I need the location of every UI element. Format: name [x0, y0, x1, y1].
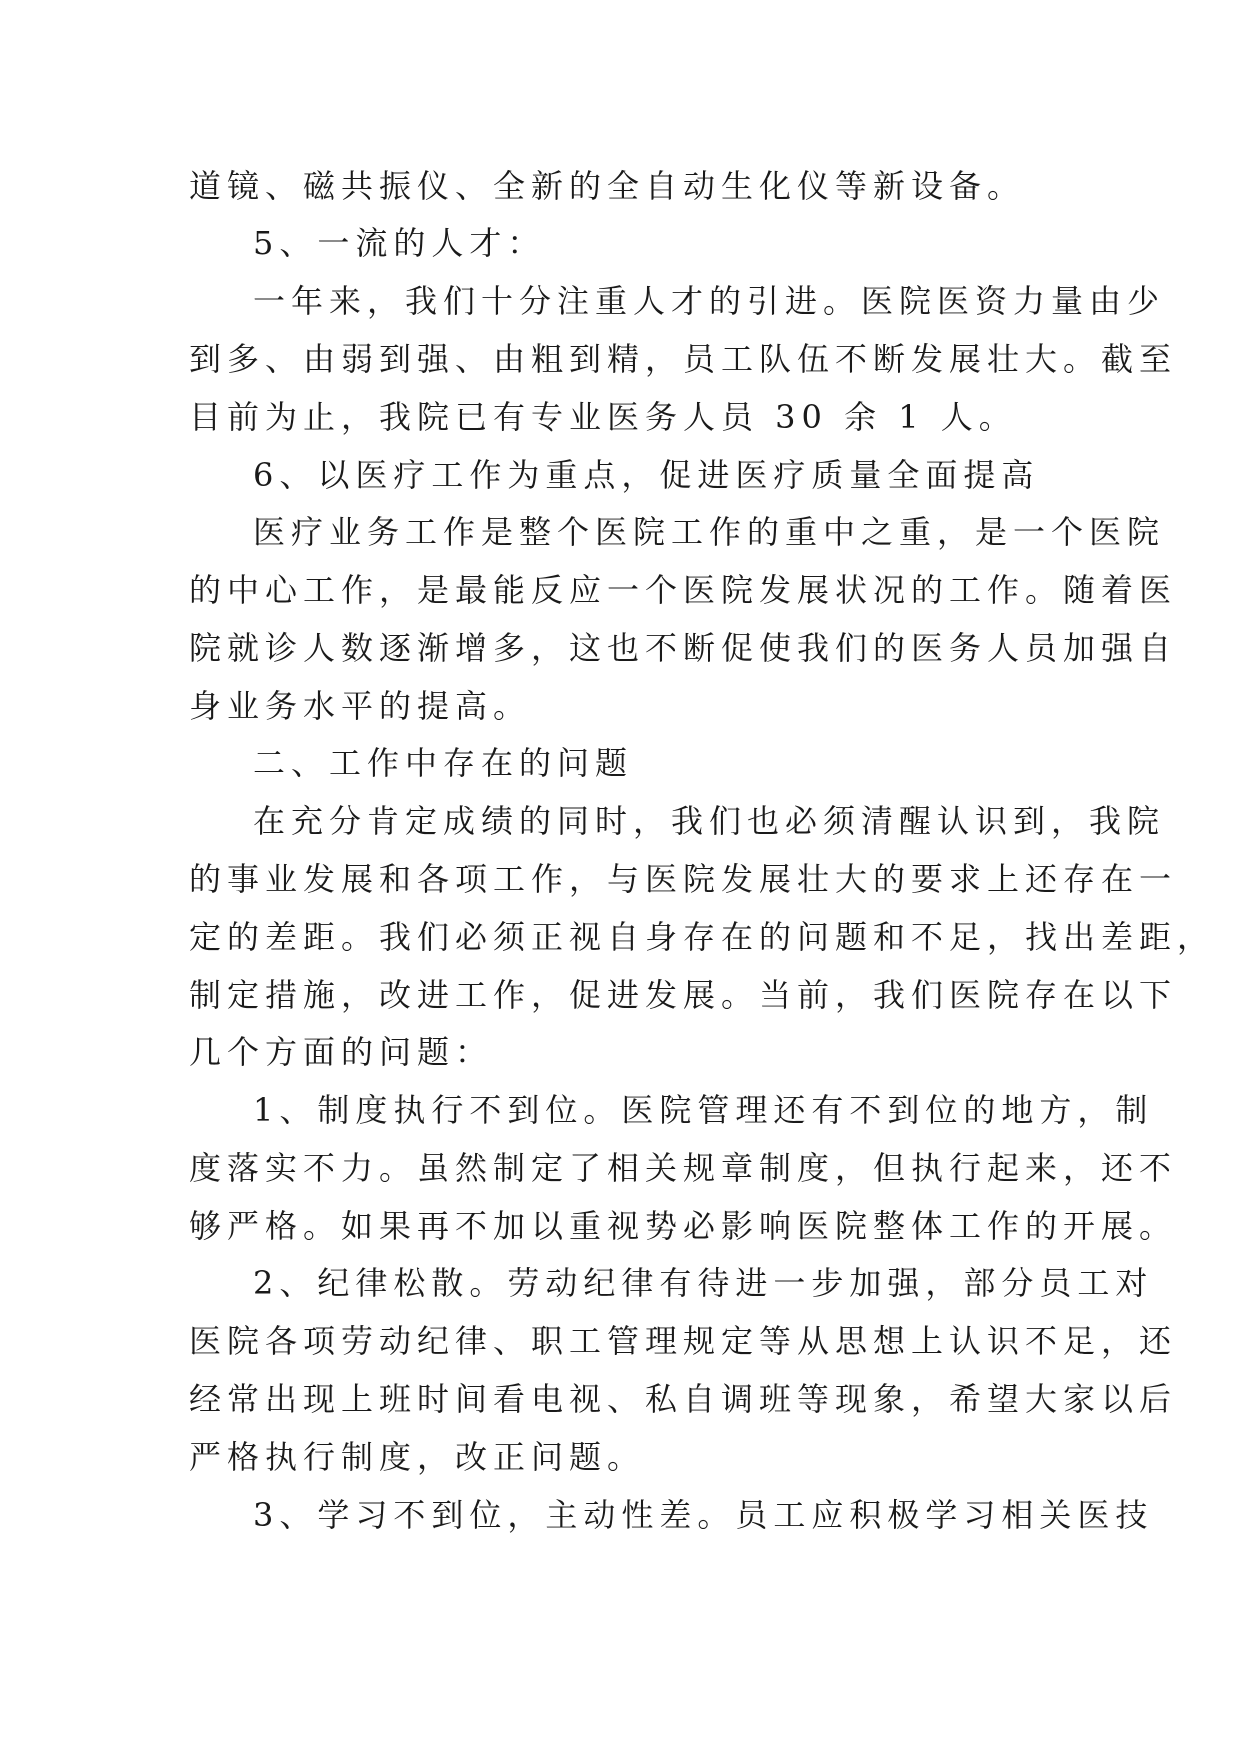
text-line: 够严格。如果再不加以重视势必影响医院整体工作的开展。	[189, 1207, 1178, 1245]
text-line: 的事业发展和各项工作，与医院发展壮大的要求上还存在一	[189, 860, 1178, 898]
text-line: 2、纪律松散。劳动纪律有待进一步加强，部分员工对	[253, 1264, 1154, 1302]
text-line: 医疗业务工作是整个医院工作的重中之重，是一个医院	[253, 513, 1166, 551]
text-line: 度落实不力。虽然制定了相关规章制度，但执行起来，还不	[189, 1149, 1178, 1187]
text-line: 1、制度执行不到位。医院管理还有不到位的地方，制	[253, 1091, 1154, 1129]
text-line: 在充分肯定成绩的同时，我们也必须清醒认识到，我院	[253, 802, 1166, 840]
text-line: 院就诊人数逐渐增多，这也不断促使我们的医务人员加强自	[189, 629, 1178, 667]
text-line: 3、学习不到位，主动性差。员工应积极学习相关医技	[253, 1496, 1154, 1534]
text-line: 经常出现上班时间看电视、私自调班等现象，希望大家以后	[189, 1380, 1178, 1418]
text-line: 身业务水平的提高。	[189, 687, 532, 725]
text-line: 严格执行制度，改正问题。	[189, 1438, 646, 1476]
text-line: 道镜、磁共振仪、全新的全自动生化仪等新设备。	[189, 167, 1026, 205]
text-line: 几个方面的问题：	[189, 1033, 494, 1071]
text-line: 医院各项劳动纪律、职工管理规定等从思想上认识不足，还	[189, 1322, 1178, 1360]
text-line: 5、一流的人才：	[253, 224, 546, 262]
text-line: 到多、由弱到强、由粗到精，员工队伍不断发展壮大。截至	[189, 340, 1178, 378]
text-line: 6、以医疗工作为重点，促进医疗质量全面提高	[253, 456, 1040, 494]
text-line: 制定措施，改进工作，促进发展。当前，我们医院存在以下	[189, 976, 1178, 1014]
text-line: 目前为止，我院已有专业医务人员 30 余 1 人。	[189, 398, 1017, 436]
text-line: 的中心工作，是最能反应一个医院发展状况的工作。随着医	[189, 571, 1178, 609]
text-line: 定的差距。我们必须正视自身存在的问题和不足，找出差距，	[189, 918, 1216, 956]
text-line: 一年来，我们十分注重人才的引进。医院医资力量由少	[253, 282, 1166, 320]
section-heading: 二、工作中存在的问题	[253, 744, 634, 782]
